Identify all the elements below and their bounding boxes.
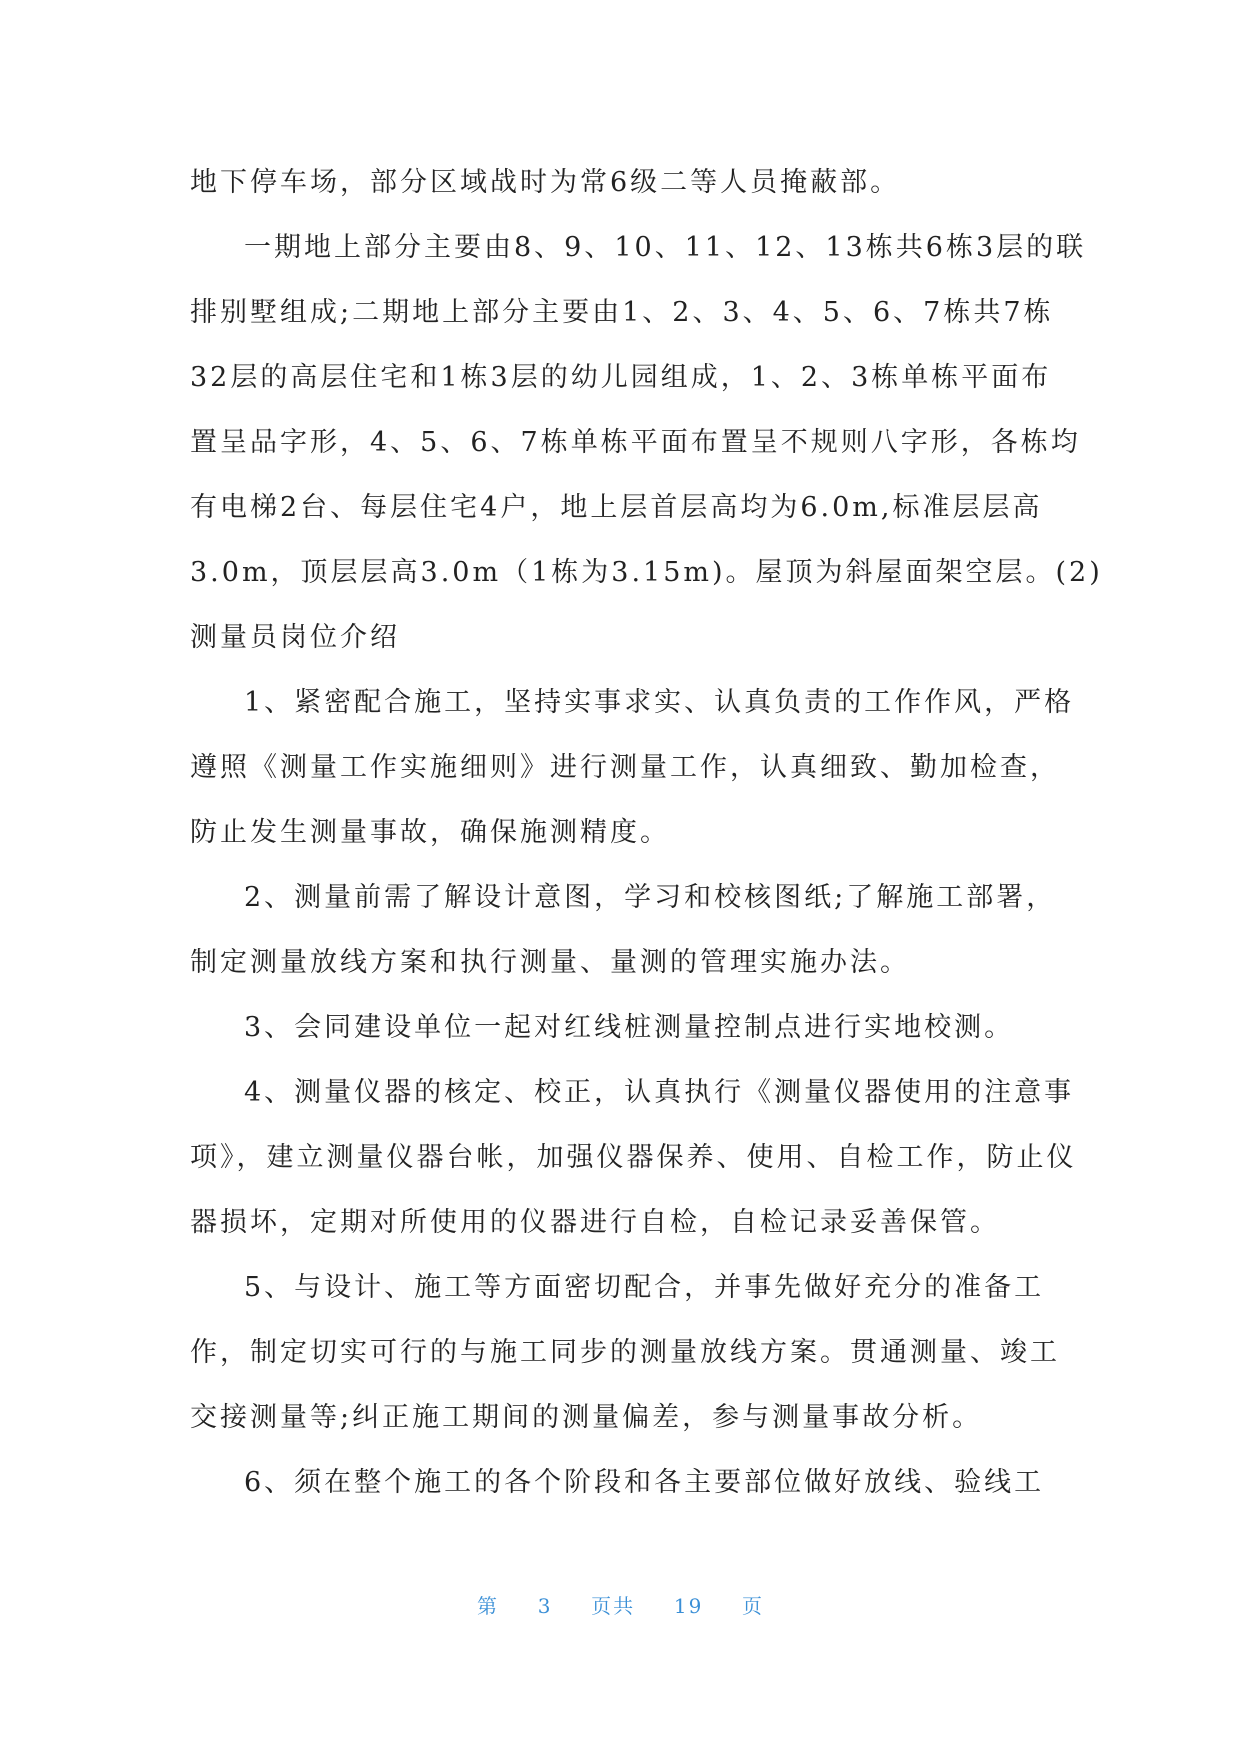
text-line: 5、与设计、施工等方面密切配合，并事先做好充分的准备工 [244,1272,1045,1303]
text-line: 地下停车场，部分区域战时为常6级二等人员掩蔽部。 [190,167,901,198]
text-line: 3、会同建设单位一起对红线桩测量控制点进行实地校测。 [244,1012,1015,1043]
page-footer [0,1590,1241,1619]
text-line: 器损坏，定期对所使用的仪器进行自检，自检记录妥善保管。 [190,1207,1000,1238]
paragraph-8 [190,1458,1052,1523]
paragraph-1 [190,158,1052,223]
text-line: 置呈品字形，4、5、6、7栋单栋平面布置呈不规则八字形，各栋均 [190,427,1081,458]
paragraph-4 [190,873,1057,1003]
text-line: 项》，建立测量仪器台帐，加强仪器保养、使用、自检工作，防止仪 [190,1142,1077,1173]
footer-suffix: 页 [742,1594,765,1618]
paragraph-6 [190,1068,1077,1263]
text-line: 交接测量等;纠正施工期间的测量偏差，参与测量事故分析。 [190,1402,983,1433]
footer-prefix: 第 [476,1594,499,1618]
text-line: 1、紧密配合施工，坚持实事求实、认真负责的工作作风，严格 [244,687,1075,718]
current-page-number: 3 [537,1594,553,1618]
text-line: 32层的高层住宅和1栋3层的幼儿园组成，1、2、3栋单栋平面布 [190,362,1052,393]
paragraph-2 [190,223,1103,678]
text-line: 3.0m，顶层层高3.0m（1栋为3.15m)。屋顶为斜屋面架空层。(2) [190,557,1103,588]
text-line: 一期地上部分主要由8、9、10、11、12、13栋共6栋3层的联 [244,232,1087,263]
text-line: 6、须在整个施工的各个阶段和各主要部位做好放线、验线工 [244,1467,1045,1498]
paragraph-3 [190,678,1075,873]
text-line: 排别墅组成;二期地上部分主要由1、2、3、4、5、6、7栋共7栋 [190,297,1054,328]
text-line: 有电梯2台、每层住宅4户，地上层首层高均为6.0m,标准层层高 [190,492,1043,523]
text-line: 测量员岗位介绍 [190,622,400,653]
text-line: 遵照《测量工作实施细则》进行测量工作，认真细致、勤加检查， [190,752,1060,783]
paragraph-5 [190,1003,1052,1068]
text-line: 防止发生测量事故，确保施测精度。 [190,817,670,848]
total-pages-number: 19 [673,1594,704,1618]
text-line: 作，制定切实可行的与施工同步的测量放线方案。贯通测量、竣工 [190,1337,1060,1368]
footer-middle: 页共 [591,1594,636,1618]
text-line: 制定测量放线方案和执行测量、量测的管理实施办法。 [190,947,910,978]
paragraph-7 [190,1263,1060,1458]
text-line: 2、测量前需了解设计意图，学习和校核图纸;了解施工部署， [244,882,1057,913]
document-body [190,158,1103,1523]
text-line: 4、测量仪器的核定、校正，认真执行《测量仪器使用的注意事 [244,1077,1075,1108]
